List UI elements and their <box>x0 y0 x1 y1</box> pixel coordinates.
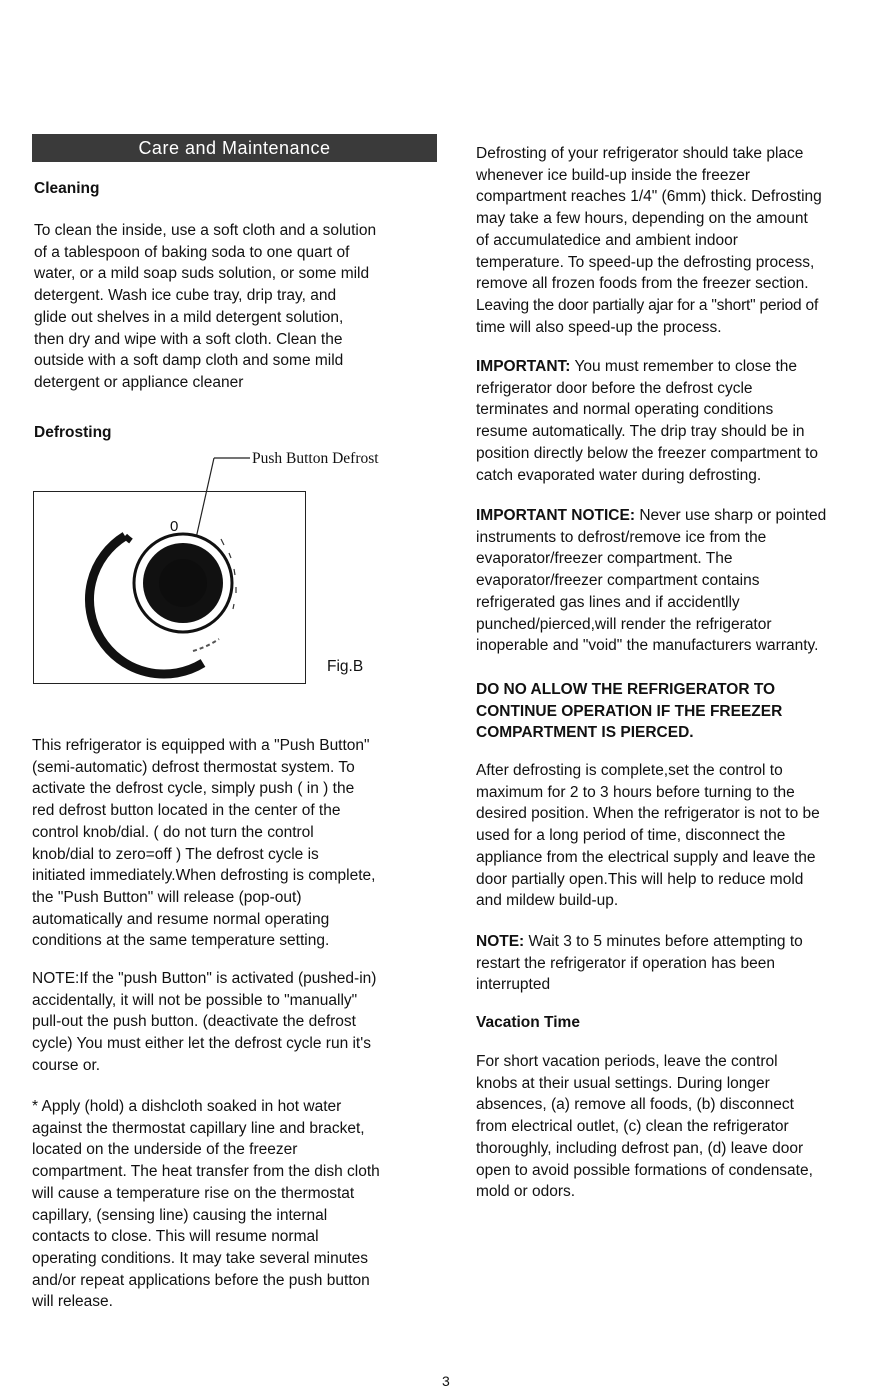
text-line: course or. <box>32 1056 101 1074</box>
text-line: outside with a soft damp cloth and some mild <box>34 352 344 370</box>
text-line: capillary, (sensing line) causing the internal <box>32 1206 328 1224</box>
vacation-heading: Vacation Time <box>476 1014 580 1031</box>
text-line: control knob/dial. ( do not turn the control <box>32 823 314 841</box>
text-line: and/or repeat applications before the push button <box>32 1271 370 1289</box>
text-line: This refrigerator is equipped with a "Push Button" <box>32 737 370 754</box>
text-line: will cause a temperature rise on the thermostat <box>32 1184 355 1202</box>
important-paragraph <box>476 356 892 486</box>
section-banner: Care and Maintenance <box>32 134 437 162</box>
text-line: will release. <box>32 1293 113 1311</box>
text-line: refrigerated gas lines and if accidentlly <box>476 593 740 611</box>
text-line: knob/dial to zero=off ) The defrost cycle is <box>32 845 319 863</box>
text-line: initiated immediately.When defrosting is complete, <box>32 867 376 885</box>
text-line: refrigerator door before the defrost cycle <box>476 379 753 397</box>
text-line: * Apply (hold) a dishcloth soaked in hot water <box>32 1098 342 1115</box>
vacation-paragraph <box>476 1051 892 1203</box>
text-line: automatically and resume normal operating <box>32 910 330 928</box>
control-knob-dial <box>33 491 306 684</box>
text-line: mold or odors. <box>476 1183 576 1201</box>
text-line: maximum for 2 to 3 hours before turning to the <box>476 783 795 801</box>
text-line: located on the underside of the freezer <box>32 1141 298 1159</box>
dial-zero-mark: 0 <box>169 517 178 535</box>
text-line: compartment reaches 1/4" (6mm) thick. Defrosting <box>476 188 822 206</box>
text-line: (semi-automatic) defrost thermostat system. To <box>32 758 355 776</box>
warning-line: CONTINUE OPERATION IF THE FREEZER <box>476 702 783 720</box>
defrosting-heading: Defrosting <box>34 424 112 441</box>
text-line: accidentally, it will not be possible to "manually" <box>32 991 358 1009</box>
text-line: from electrical outlet, (c) clean the refrigerator <box>476 1118 789 1136</box>
defrost-figure <box>33 491 306 684</box>
text-line: instruments to defrost/remove ice from the <box>476 528 767 546</box>
text-line: of a tablespoon of baking soda to one quart of <box>34 243 350 261</box>
text-line: used for a long period of time, disconnect the <box>476 827 786 845</box>
text-line: conditions at the same temperature setting. <box>32 932 330 950</box>
page-number: 3 <box>442 1373 450 1389</box>
text-line: water, or a mild soap suds solution, or some mild <box>34 265 370 283</box>
text-line: open to avoid possible formations of condensate, <box>476 1161 813 1179</box>
text-line: appliance from the electrical supply and leave the <box>476 848 816 866</box>
text-line: punched/pierced,will render the refrigerator <box>476 615 772 633</box>
text-line: evaporator/freezer compartment. The <box>476 550 733 568</box>
text-line: knobs at their usual settings. During longer <box>476 1074 770 1092</box>
important-notice-label: IMPORTANT NOTICE: <box>476 507 636 524</box>
text-line: restart the refrigerator if operation has been <box>476 954 775 972</box>
text-line: terminates and normal operating conditions <box>476 401 774 419</box>
text-line: Leaving the door partially ajar for a "short" period of <box>476 296 819 314</box>
note-label: NOTE: <box>476 933 525 950</box>
warning-line: COMPARTMENT IS PIERCED. <box>476 724 694 742</box>
dishcloth-paragraph <box>32 1096 442 1313</box>
text-line: detergent or appliance cleaner <box>34 373 244 391</box>
text-line: the "Push Button" will release (pop-out) <box>32 888 302 906</box>
text-line: of accumulatedice and ambient indoor <box>476 231 738 249</box>
text-line: then dry and wipe with a soft cloth. Clean the <box>34 330 343 348</box>
text-line: NOTE: Wait 3 to 5 minutes before attempting to <box>476 933 803 950</box>
pierced-warning <box>476 679 892 744</box>
defrost-timing-paragraph <box>476 143 892 338</box>
text-line: detergent. Wash ice cube tray, drip tray, and <box>34 287 337 305</box>
figure-callout: Push Button Defrost <box>252 450 379 467</box>
text-line: temperature. To speed-up the defrosting process, <box>476 253 815 271</box>
text-line: Defrosting of your refrigerator should take place <box>476 145 804 162</box>
push-button-paragraph <box>32 735 442 952</box>
text-line: contacts to close. This will resume normal <box>32 1228 319 1246</box>
text-line: IMPORTANT NOTICE: Never use sharp or pointed <box>476 507 827 524</box>
text-line: against the thermostat capillary line and bracket, <box>32 1119 365 1137</box>
text-line: thoroughly, including defrost pan, (d) leave door <box>476 1139 804 1157</box>
important-label: IMPORTANT: <box>476 358 571 375</box>
text-line: position directly below the freezer compartment to <box>476 444 819 462</box>
text-line: NOTE:If the "push Button" is activated (pushed-in) <box>32 970 377 987</box>
text-line: inoperable and "void" the manufacturers warranty. <box>476 637 819 655</box>
after-defrost-paragraph <box>476 760 892 912</box>
text-line: interrupted <box>476 976 551 994</box>
text-line: After defrosting is complete,set the control to <box>476 762 783 779</box>
cleaning-heading: Cleaning <box>34 180 100 197</box>
important-notice-paragraph <box>476 505 892 657</box>
text-line: operating conditions. It may take several minutes <box>32 1249 369 1267</box>
text-line: time will also speed-up the process. <box>476 318 722 336</box>
text-line: resume automatically. The drip tray should be in <box>476 423 805 441</box>
text-line: whenever ice build-up inside the freezer <box>476 166 750 184</box>
text-line: may take a few hours, depending on the amount <box>476 210 808 228</box>
text-line: and mildew build-up. <box>476 892 619 910</box>
text-line: compartment. The heat transfer from the dish cloth <box>32 1163 380 1181</box>
text-line: red defrost button located in the center of the <box>32 802 341 820</box>
text-line: glide out shelves in a mild detergent solution, <box>34 308 344 326</box>
text-line: activate the defrost cycle, simply push ( in ) the <box>32 780 355 798</box>
text-line: door partially open.This will help to reduce mold <box>476 870 804 888</box>
text-line: desired position. When the refrigerator is not to be <box>476 805 820 823</box>
text-line: cycle) You must either let the defrost cycle run it's <box>32 1035 371 1053</box>
text-line: pull-out the push button. (deactivate the defrost <box>32 1013 356 1031</box>
warning-line: DO NO ALLOW THE REFRIGERATOR TO <box>476 681 776 698</box>
text-line: For short vacation periods, leave the control <box>476 1053 778 1070</box>
note-paragraph <box>476 931 892 996</box>
text-line: IMPORTANT: You must remember to close the <box>476 358 798 375</box>
text-line: catch evaporated water during defrosting. <box>476 466 762 484</box>
note-push-button-paragraph <box>32 968 442 1077</box>
text-line: evaporator/freezer compartment contains <box>476 572 760 590</box>
figure-label: Fig.B <box>327 658 364 675</box>
text-line: To clean the inside, use a soft cloth and a solution <box>34 222 377 239</box>
text-line: absences, (a) remove all foods, (b) disconnect <box>476 1096 794 1114</box>
text-line: remove all frozen foods from the freezer section. <box>476 275 809 293</box>
